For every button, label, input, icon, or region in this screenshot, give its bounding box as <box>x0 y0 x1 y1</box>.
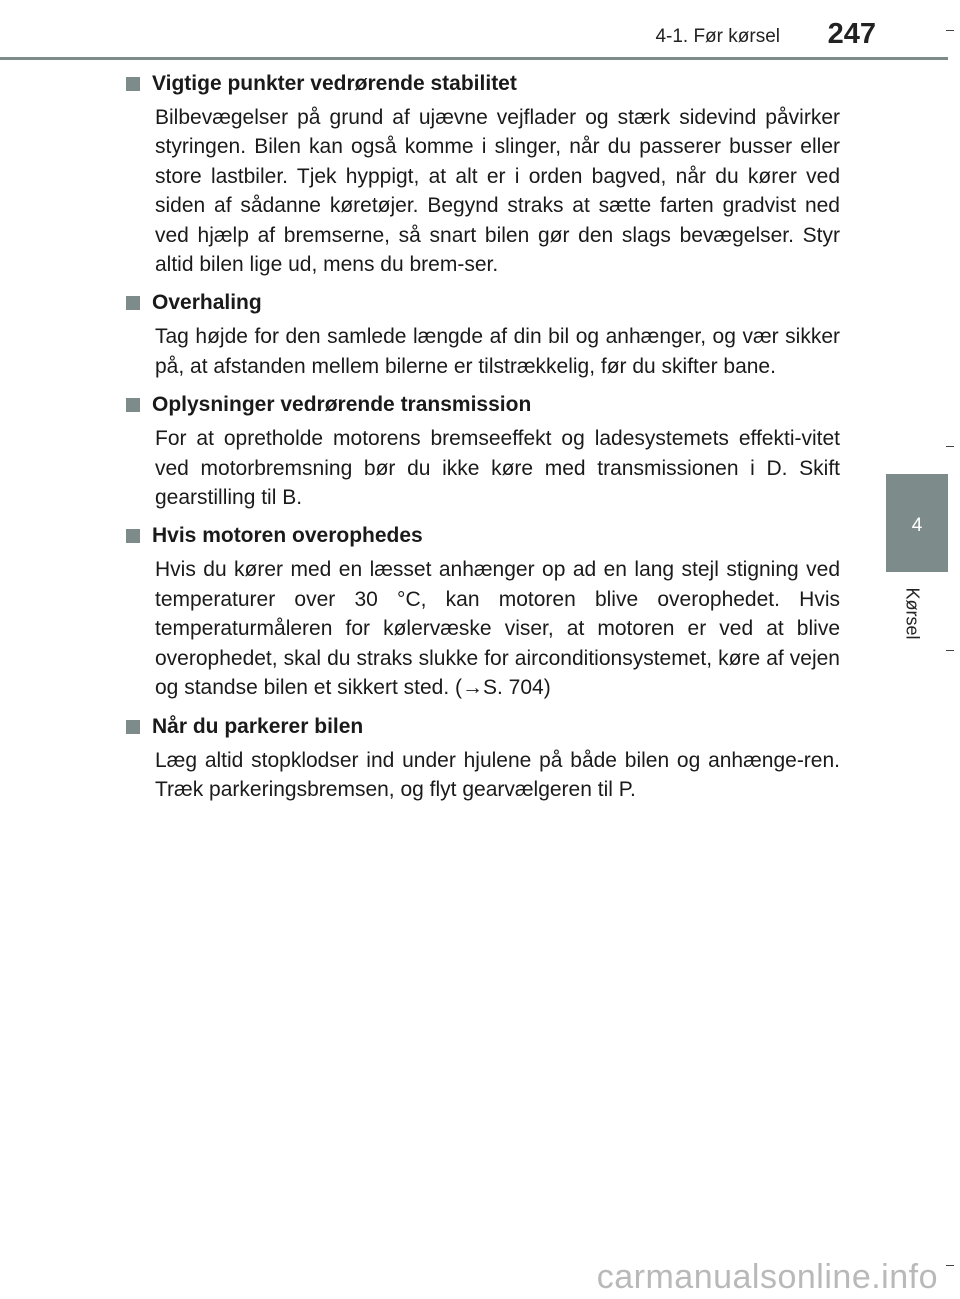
section-transmission <box>126 389 840 512</box>
page-number: 247 <box>827 18 876 50</box>
section-overheating <box>126 520 840 702</box>
section-heading-text: Når du parkerer bilen <box>152 714 364 738</box>
section-stability <box>126 68 840 279</box>
section-heading-text: Vigtige punkter vedrørende stabilitet <box>152 72 517 95</box>
section-body: For at opretholde motorens bremseeffekt og ladesystemets effekti-vitet ved motorbremsning bør du ikke køre med transmissionen i D. Skift gearstilling til B. <box>155 427 840 510</box>
section-body: Tag højde for den samlede længde af din bil og anhænger, og vær sikker på, at afstanden mellem bilerne er tilstrækkelig, før du skifter bane. <box>155 325 840 378</box>
square-bullet-icon <box>126 529 140 543</box>
section-heading-text: Oplysninger vedrørende transmission <box>152 393 532 417</box>
crop-mark-mid-upper <box>946 446 954 447</box>
crop-mark-top <box>946 30 954 31</box>
section-heading <box>126 389 840 421</box>
square-bullet-icon <box>126 77 140 91</box>
header-rule <box>0 57 948 60</box>
section-body: Læg altid stopklodser ind under hjulene på både bilen og anhænge-ren. Træk parkeringsbremsen, og flyt gearvælgeren til P. <box>155 748 840 801</box>
watermark: carmanualsonline.info <box>596 1258 938 1296</box>
section-reference: 4-1. Før kørsel <box>655 26 780 47</box>
section-body: Bilbevægelser på grund af ujævne vejflader og stærk sidevind påvirker styringen. Bilen kan også komme i slinger, når du passerer busser eller store lastbiler. Tjek hyppigt, at alt er i orden bagved, når du kører ved siden af sådanne køretøjer. Begynd straks at sætte farten gradvist ned ved hjælp af bremserne, så snart bilen gør den slags bevægelser. Styr altid bilen lige ud, mens du brem-ser. <box>155 106 840 277</box>
section-parking <box>126 711 840 805</box>
section-heading <box>126 520 840 552</box>
section-body: Hvis du kører med en læsset anhænger op ad en lang stejl stigning ved temperaturer over 30 °C, kan motoren blive overophedet. Hvis temperaturmåleren for kølervæske viser, at motoren er ved at blive overophedet, skal du straks slukke for airconditionsystemet, køre af vejen og standse bilen et sikkert sted. (→S. 704) <box>155 558 840 700</box>
square-bullet-icon <box>126 398 140 412</box>
chapter-number: 4 <box>911 515 923 536</box>
square-bullet-icon <box>126 296 140 310</box>
square-bullet-icon <box>126 720 140 734</box>
chapter-tab <box>886 474 948 572</box>
section-heading-text: Overhaling <box>152 291 262 315</box>
section-heading-text: Hvis motoren overophedes <box>152 524 423 548</box>
main-content <box>126 68 840 812</box>
section-overtaking <box>126 287 840 381</box>
section-heading <box>126 68 840 100</box>
crop-mark-bottom <box>946 1265 954 1266</box>
section-heading <box>126 287 840 319</box>
chapter-label <box>900 578 924 648</box>
section-heading <box>126 711 840 743</box>
chapter-label-text: Kørsel <box>902 586 923 640</box>
crop-mark-mid-lower <box>946 650 954 651</box>
